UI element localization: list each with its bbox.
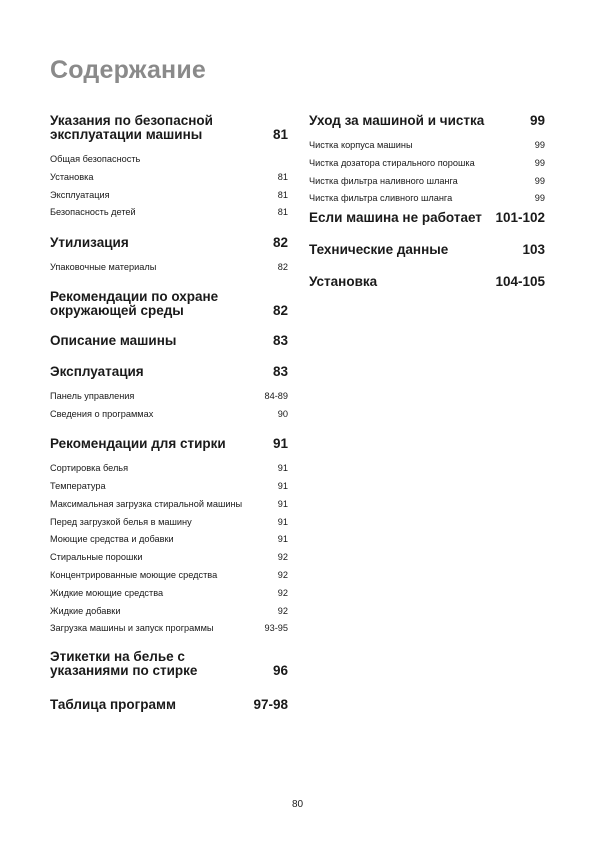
toc-section-heading[interactable] — [50, 290, 288, 318]
toc-section — [50, 334, 288, 348]
toc-entry-label: Загрузка машины и запуск программы — [50, 623, 214, 634]
toc-entry-page: 91 — [277, 480, 288, 491]
toc-entry[interactable] — [50, 570, 288, 581]
toc-entry-page: 91 — [277, 498, 288, 509]
toc-entry-page: 82 — [277, 262, 288, 273]
toc-section-heading[interactable] — [50, 236, 288, 250]
toc-entry[interactable] — [50, 606, 288, 617]
toc-section-page: 103 — [522, 242, 545, 258]
toc-entry[interactable] — [50, 391, 288, 402]
toc-section-heading[interactable] — [50, 114, 288, 142]
toc-section — [309, 211, 545, 225]
toc-section — [50, 437, 288, 634]
toc-entry[interactable] — [50, 499, 288, 510]
toc-entry-label: Максимальная загрузка стиральной машины — [50, 498, 243, 509]
toc-entry-label: Чистка фильтра наливного шланга — [309, 175, 458, 186]
toc-entry-page: 91 — [277, 463, 288, 474]
toc-section — [50, 698, 288, 712]
page-number: 80 — [291, 799, 304, 810]
toc-entry-page: 92 — [277, 587, 288, 598]
toc-entry-label: Установка — [50, 171, 94, 182]
toc-section-page: 82 — [272, 235, 288, 251]
toc-section-page: 83 — [272, 364, 288, 380]
toc-section-title: Эксплуатация — [50, 364, 144, 380]
toc-entry-page: 91 — [277, 534, 288, 545]
toc-entry-page: 93-95 — [264, 623, 288, 634]
toc-subentries — [50, 154, 288, 218]
toc-section — [50, 236, 288, 273]
toc-section-title: Установка — [309, 274, 378, 290]
toc-section-title: Технические данные — [309, 242, 449, 258]
toc-entry[interactable] — [50, 517, 288, 528]
toc-entry[interactable] — [50, 207, 288, 218]
toc-section-heading[interactable] — [309, 243, 545, 257]
toc-section-heading[interactable] — [50, 365, 288, 379]
toc-section — [309, 243, 545, 257]
toc-entry-page: 81 — [277, 207, 288, 218]
toc-entry-page: 99 — [534, 140, 545, 150]
toc-entry[interactable] — [50, 190, 288, 201]
toc-section-title: Указания по безопасной эксплуатации машины — [50, 113, 213, 142]
toc-section-heading[interactable] — [309, 211, 545, 225]
toc-entry-label: Жидкие добавки — [50, 605, 121, 616]
toc-section-page: 96 — [272, 663, 288, 679]
toc-section-heading[interactable] — [50, 334, 288, 348]
toc-entry-label: Температура — [50, 480, 106, 491]
page-title: Содержание — [50, 56, 207, 84]
toc-section-title: Утилизация — [50, 235, 129, 251]
toc-section-heading[interactable] — [50, 698, 288, 712]
toc-entry[interactable] — [50, 154, 288, 165]
toc-entry-label: Панель управления — [50, 391, 135, 402]
toc-subentries — [50, 391, 288, 420]
toc-subentries — [50, 262, 288, 273]
toc-right-column — [309, 114, 545, 289]
toc-entry-page: 92 — [277, 552, 288, 563]
toc-section-heading[interactable] — [50, 650, 288, 678]
toc-entry[interactable] — [50, 463, 288, 474]
toc-section-title: Рекомендации по охране окружающей среды — [50, 289, 219, 319]
toc-section-page: 101-102 — [495, 210, 545, 226]
toc-section-page: 81 — [272, 127, 288, 142]
toc-entry-label: Безопасность детей — [50, 207, 136, 218]
toc-section-title: Этикетки на белье с указаниями по стирке — [50, 649, 198, 679]
toc-section-title: Описание машины — [50, 333, 177, 349]
toc-section — [50, 290, 288, 318]
toc-entry-label: Жидкие моющие средства — [50, 587, 164, 598]
toc-section-title: Рекомендации для стирки — [50, 436, 226, 452]
toc-section-heading[interactable] — [309, 275, 545, 289]
toc-entry-label: Общая безопасность — [50, 154, 141, 164]
toc-entry[interactable] — [50, 262, 288, 273]
toc-entry[interactable] — [309, 193, 545, 204]
toc-entry-label: Сведения о программах — [50, 409, 154, 420]
toc-entry-page: 99 — [534, 175, 545, 186]
toc-section — [50, 114, 288, 218]
toc-section-heading[interactable] — [309, 114, 545, 128]
toc-entry-label: Упаковочные материалы — [50, 262, 157, 273]
toc-entry-label: Чистка фильтра сливного шланга — [309, 193, 453, 204]
toc-entry-page: 90 — [277, 409, 288, 420]
toc-section — [309, 114, 545, 204]
toc-entry-label: Стиральные порошки — [50, 552, 143, 563]
toc-entry[interactable] — [309, 176, 545, 187]
toc-entry[interactable] — [50, 409, 288, 420]
toc-entry-page: 81 — [277, 189, 288, 200]
toc-left-column — [50, 114, 288, 712]
toc-entry-label: Чистка дозатора стирального порошка — [309, 157, 475, 168]
toc-entry-page: 92 — [277, 605, 288, 616]
toc-entry[interactable] — [50, 481, 288, 492]
toc-section — [50, 650, 288, 678]
toc-entry-label: Сортировка белья — [50, 463, 129, 474]
toc-subentries — [50, 463, 288, 634]
toc-section-title: Если машина не работает — [309, 210, 482, 226]
toc-entry-page: 91 — [277, 516, 288, 527]
toc-entry-page: 92 — [277, 569, 288, 580]
toc-entry-page: 99 — [534, 193, 545, 204]
toc-section-page: 104-105 — [495, 274, 545, 290]
toc-entry[interactable] — [309, 158, 545, 169]
toc-entry[interactable] — [50, 552, 288, 563]
toc-entry[interactable] — [50, 172, 288, 183]
toc-section-title: Таблица программ — [50, 697, 177, 713]
toc-entry-label: Эксплуатация — [50, 189, 110, 200]
toc-section-heading[interactable] — [50, 437, 288, 451]
toc-entry-page: 99 — [534, 157, 545, 168]
toc-entry-label: Чистка корпуса машины — [309, 140, 413, 150]
toc-entry-page: 84-89 — [264, 391, 288, 402]
toc-section — [50, 365, 288, 420]
toc-section — [309, 275, 545, 289]
toc-entry[interactable] — [50, 534, 288, 545]
toc-subentries — [309, 140, 545, 204]
toc-entry[interactable] — [309, 140, 545, 151]
toc-section-page: 83 — [272, 333, 288, 349]
toc-section-page: 99 — [529, 113, 545, 128]
toc-entry-page — [285, 154, 288, 165]
toc-section-page: 91 — [272, 436, 288, 452]
toc-entry-label: Перед загрузкой белья в машину — [50, 516, 192, 527]
toc-section-title: Уход за машиной и чистка — [309, 113, 485, 128]
toc-entry[interactable] — [50, 623, 288, 634]
toc-entry[interactable] — [50, 588, 288, 599]
toc-entry-page: 81 — [277, 171, 288, 182]
toc-entry-label: Моющие средства и добавки — [50, 534, 174, 545]
toc-entry-label: Концентрированные моющие средства — [50, 569, 218, 580]
toc-section-page: 97-98 — [253, 697, 288, 713]
toc-section-page: 82 — [272, 303, 288, 319]
